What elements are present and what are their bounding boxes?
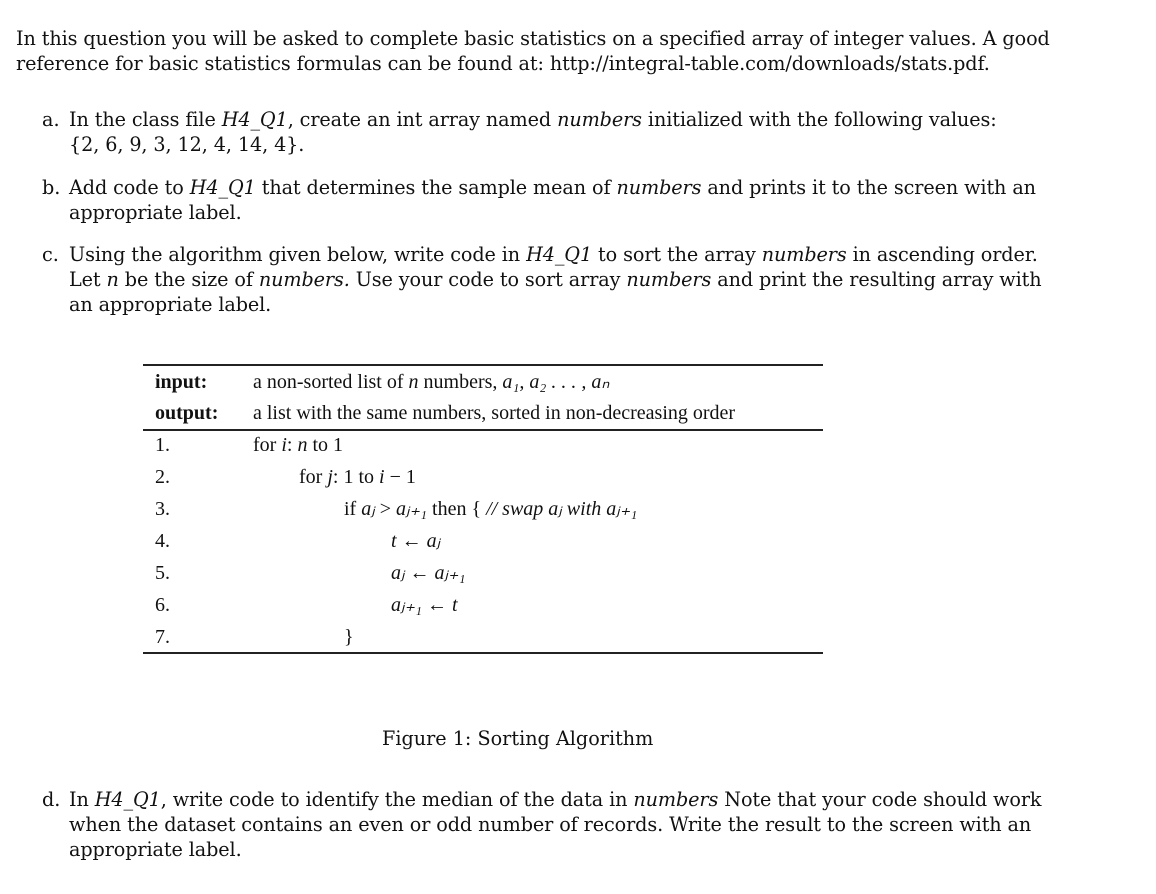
item-a-text-mid: , create an int array named — [287, 108, 558, 131]
item-a-text-pre: In the class file — [69, 108, 222, 131]
item-b-line-2: appropriate label. — [69, 201, 242, 224]
step-number: 6. — [155, 594, 170, 616]
step-1-var: i — [281, 434, 287, 456]
sorting-algorithm-table — [143, 364, 823, 654]
input-description — [253, 367, 609, 397]
item-c-text-post: in ascending order. — [846, 243, 1038, 266]
item-c-class-name: H4_Q1 — [526, 243, 593, 266]
item-c-var-name: numbers — [761, 243, 847, 266]
step-3-var: aⱼ — [361, 498, 375, 520]
step-1-pre: for — [253, 434, 282, 456]
output-label: output: — [155, 402, 219, 424]
item-b-marker: b. — [42, 176, 61, 199]
item-a-class-name: H4_Q1 — [221, 108, 288, 131]
input-desc-pre: a non-sorted list of — [253, 371, 409, 393]
step-2-post2: − 1 — [384, 466, 416, 488]
figure-caption: Figure 1: Sorting Algorithm — [382, 727, 654, 750]
item-d-text-pre: In — [69, 788, 95, 811]
step-number: 1. — [155, 434, 170, 456]
item-c-l2-post: and print the resulting array with — [711, 268, 1042, 291]
item-b-var-name: numbers — [616, 176, 702, 199]
item-d-text-mid: , write code to identify the median of the data in — [160, 788, 634, 811]
table-top-rule — [143, 364, 823, 366]
step-7-text: } — [344, 626, 354, 648]
step-3-pre: if — [344, 498, 362, 520]
step-5-var: aⱼ — [391, 562, 405, 584]
step-3-text — [344, 494, 637, 524]
step-1-post: : — [286, 434, 298, 456]
step-1-text — [253, 430, 343, 460]
step-4-var2: aⱼ — [426, 530, 441, 552]
step-number: 3. — [155, 498, 170, 520]
step-1-var2: n — [297, 434, 308, 456]
intro-line-1: In this question you will be asked to complete basic statistics on a specified array of integer values. A good — [16, 27, 1050, 50]
item-c-line-2 — [69, 267, 1042, 292]
item-c-text — [69, 242, 1042, 317]
table-bottom-rule — [143, 652, 823, 654]
step-6-var: aⱼ₊₁ — [391, 594, 423, 616]
item-a-text — [69, 107, 997, 157]
item-c-l2-var: numbers. — [258, 268, 350, 291]
step-5-var2: aⱼ₊₁ — [434, 562, 466, 584]
item-b-line-1 — [69, 175, 1036, 200]
item-a-marker: a. — [42, 108, 60, 131]
item-d-line-1 — [69, 787, 1041, 812]
step-2-pre: for — [299, 466, 328, 488]
step-2-text — [299, 462, 416, 492]
intro-line-2: reference for basic statistics formulas can be found at: http://integral-table.com/downloads/stats.pdf. — [16, 52, 990, 75]
step-6-arrow: ← — [422, 594, 453, 616]
step-3-post2: then { — [427, 498, 487, 520]
input-desc-sequence: a₁, a₂ . . . , aₙ — [502, 371, 610, 393]
item-a-text-post: initialized with the following values: — [641, 108, 997, 131]
item-c-line-3: an appropriate label. — [69, 293, 272, 316]
item-a-line-2: {2, 6, 9, 3, 12, 4, 14, 4}. — [69, 133, 305, 156]
item-b-class-name: H4_Q1 — [189, 176, 256, 199]
item-d-text — [69, 787, 1041, 862]
step-number: 2. — [155, 466, 170, 488]
input-desc-n: n — [408, 371, 419, 393]
item-d-line-3: appropriate label. — [69, 838, 242, 861]
step-number: 4. — [155, 530, 170, 552]
step-1-post2: to 1 — [307, 434, 344, 456]
item-d-var-name: numbers — [633, 788, 719, 811]
item-b-text — [69, 175, 1036, 225]
item-a-var-name: numbers — [557, 108, 642, 131]
output-description: a list with the same numbers, sorted in non-decreasing order — [253, 402, 736, 424]
item-c-marker: c. — [42, 243, 59, 266]
step-5-text — [391, 558, 466, 588]
step-6-text — [391, 590, 458, 620]
step-3-var2: aⱼ₊₁ — [396, 498, 428, 520]
item-a-line-1 — [69, 107, 997, 132]
step-3-comment: // swap aⱼ with aⱼ₊₁ — [486, 498, 638, 520]
item-c-text-mid: to sort the array — [592, 243, 762, 266]
input-desc-post: numbers, — [418, 371, 503, 393]
step-2-var2: i — [379, 466, 385, 488]
item-d-marker: d. — [42, 788, 61, 811]
item-c-l2-mid: be the size of — [118, 268, 259, 291]
step-number: 7. — [155, 626, 170, 648]
item-d-class-name: H4_Q1 — [94, 788, 161, 811]
step-2-var: j — [327, 466, 333, 488]
item-c-l2-mid2: Use your code to sort array — [349, 268, 627, 291]
item-d-line-2: when the dataset contains an even or odd number of records. Write the result to the screen with an — [69, 813, 1032, 836]
step-4-text — [391, 526, 440, 556]
item-c-text-pre: Using the algorithm given below, write code in — [69, 243, 527, 266]
step-5-arrow: ← — [404, 562, 435, 584]
step-6-var2: t — [452, 594, 458, 616]
table-header-rule — [143, 429, 823, 431]
intro-paragraph — [16, 26, 1050, 76]
step-4-var: t — [391, 530, 397, 552]
input-label: input: — [155, 371, 208, 393]
step-3-post: > — [374, 498, 396, 520]
item-d-text-post: Note that your code should work — [718, 788, 1042, 811]
item-b-text-post: and prints it to the screen with an — [701, 176, 1036, 199]
item-c-n-var: n — [106, 268, 119, 291]
step-2-post: : 1 to — [332, 466, 380, 488]
item-c-l2-var2: numbers — [626, 268, 712, 291]
step-number: 5. — [155, 562, 170, 584]
step-4-arrow: ← — [396, 530, 427, 552]
item-c-l2-pre: Let — [69, 268, 107, 291]
item-c-line-1 — [69, 242, 1042, 267]
item-b-text-pre: Add code to — [69, 176, 190, 199]
item-b-text-mid: that determines the sample mean of — [255, 176, 617, 199]
